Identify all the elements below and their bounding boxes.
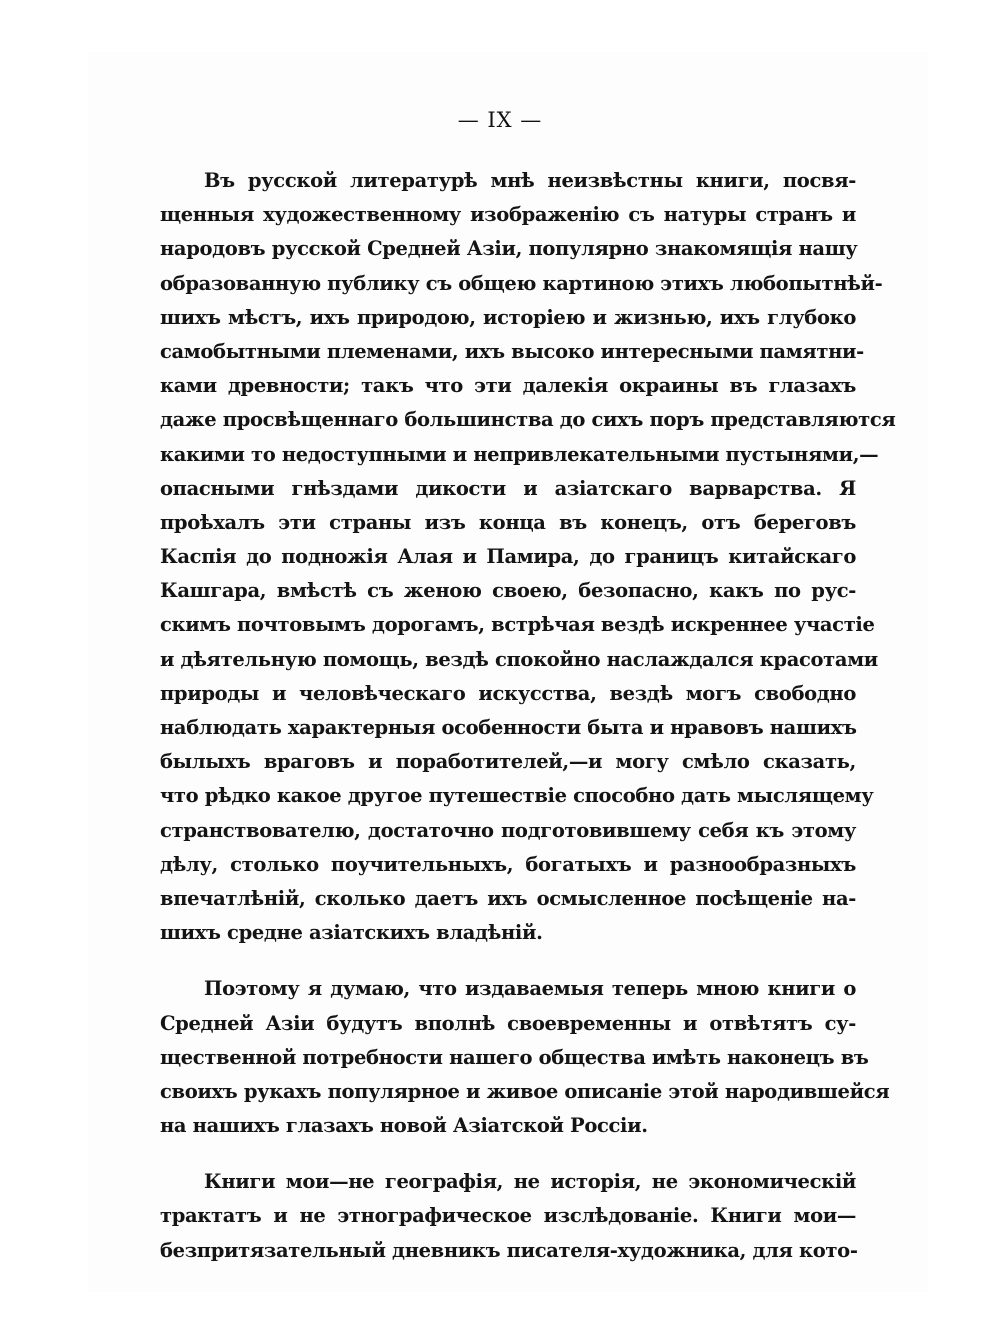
text-line: природы и человѣческаго искусства, вездѣ могъ свободно bbox=[160, 681, 856, 705]
text-line: былыхъ враговъ и поработителей,—и могу смѣло сказать, bbox=[160, 750, 856, 774]
text-line: Средней Азіи будутъ вполнѣ своевременны и отвѣтятъ су- bbox=[160, 1011, 856, 1035]
paragraph-1 bbox=[160, 164, 896, 950]
text-line: странствователю, достаточно подготовившему себя къ этому bbox=[160, 818, 856, 842]
text-line: своихъ рукахъ популярное и живое описаніе этой народившейся bbox=[160, 1079, 890, 1103]
text-line: на нашихъ глазахъ новой Азіатской Россіи. bbox=[160, 1114, 648, 1138]
page-number: — IX — bbox=[457, 108, 543, 132]
text-line: щенныя художественному изображенію съ натуры странъ и bbox=[160, 203, 856, 227]
text-line: шихъ мѣстъ, ихъ природою, исторіею и жизнью, ихъ глубоко bbox=[160, 305, 856, 329]
text-line: щественной потребности нашего общества имѣть наконецъ въ bbox=[160, 1045, 869, 1069]
paragraph-2 bbox=[160, 972, 890, 1143]
text-line: трактатъ и не этнографическое изслѣдованіе. Книги мои— bbox=[160, 1204, 856, 1228]
text-line: что рѣдко какое другое путешествіе способно дать мыслящему bbox=[160, 784, 874, 808]
text-line: народовъ русской Средней Азіи, популярно знакомящія нашу bbox=[160, 237, 858, 261]
text-line: какими то недоступными и непривлекательными пустынями,— bbox=[160, 442, 879, 466]
text-line: ками древности; такъ что эти далекія окраины въ глазахъ bbox=[160, 374, 856, 398]
text-line: шихъ средне азіатскихъ владѣній. bbox=[160, 921, 543, 945]
text-line: Поэтому я думаю, что издаваемыя теперь мною книги о bbox=[204, 977, 856, 1001]
text-line: опасными гнѣздами дикости и азіатскаго варварства. Я bbox=[160, 476, 856, 500]
text-line: впечатлѣній, сколько даетъ ихъ осмысленное посѣщеніе на- bbox=[160, 886, 856, 910]
text-line: и дѣятельную помощь, вездѣ спокойно наслаждался красотами bbox=[160, 647, 878, 671]
text-line: Кашгара, вмѣстѣ съ женою своею, безопасно, какъ по рус- bbox=[160, 579, 856, 603]
text-line: безпритязательный дневникъ писателя-художника, для кото- bbox=[160, 1238, 858, 1262]
paragraph-gap bbox=[160, 1143, 856, 1165]
text-line: даже просвѣщеннаго большинства до сихъ поръ представляются bbox=[160, 408, 896, 432]
text-line: Каспія до подножія Алая и Памира, до границъ китайскаго bbox=[160, 545, 856, 569]
text-line: Въ русской литературѣ мнѣ неизвѣстны книги, посвя- bbox=[204, 169, 856, 192]
text-line: наблюдать характерныя особенности быта и нравовъ нашихъ bbox=[160, 716, 857, 739]
paragraph-3 bbox=[160, 1165, 856, 1268]
text-line: самобытными племенами, ихъ высоко интересными памятни- bbox=[160, 339, 864, 363]
text-line: дѣлу, столько поучительныхъ, богатыхъ и разнообразныхъ bbox=[160, 852, 856, 876]
page-body bbox=[160, 164, 896, 1268]
text-line: проѣхалъ эти страны изъ конца въ конецъ, отъ береговъ bbox=[160, 510, 856, 534]
text-line: скимъ почтовымъ дорогамъ, встрѣчая вездѣ искреннее участіе bbox=[160, 613, 875, 637]
text-line: образованную публику съ общею картиною этихъ любопытнѣй- bbox=[160, 271, 883, 295]
paragraph-gap bbox=[160, 950, 856, 972]
text-line: Книги мои—не географія, не исторія, не экономическій bbox=[204, 1170, 856, 1194]
